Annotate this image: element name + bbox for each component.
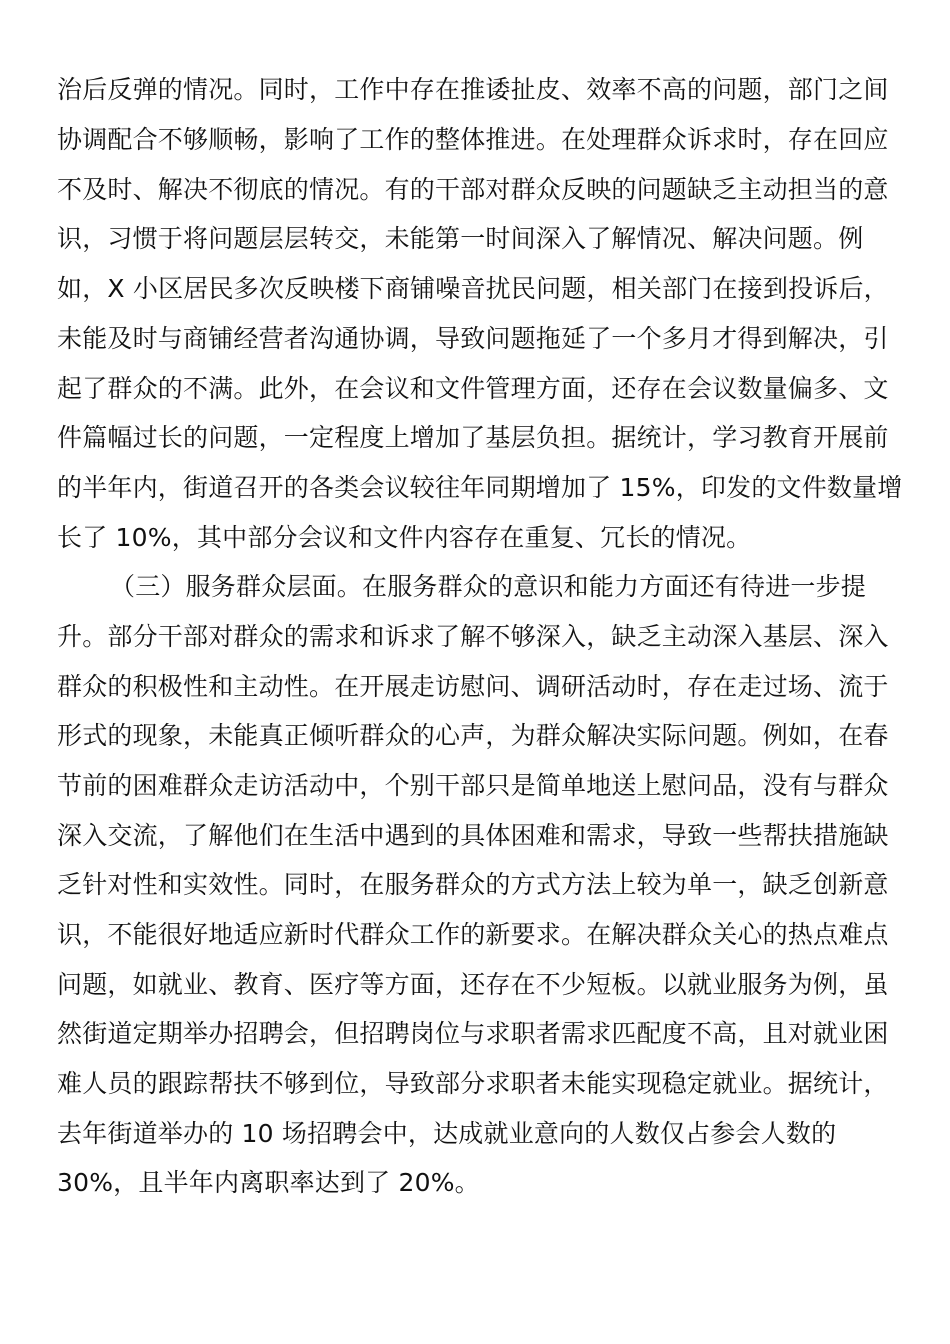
text-line: 形式的现象，未能真正倾听群众的心声，为群众解决实际问题。例如，在春 (57, 721, 889, 750)
text-line: 的半年内，街道召开的各类会议较往年同期增加了 15%，印发的文件数量增 (57, 473, 903, 502)
text-line: 起了群众的不满。此外，在会议和文件管理方面，还存在会议数量偏多、文 (57, 374, 889, 403)
text-line: 问题，如就业、教育、医疗等方面，还存在不少短板。以就业服务为例，虽 (57, 970, 889, 999)
text-line: 件篇幅过长的问题，一定程度上增加了基层负担。据统计，学习教育开展前 (57, 423, 889, 452)
text-line: 30%，且半年内离职率达到了 20%。 (57, 1168, 480, 1197)
text-line: 治后反弹的情况。同时，工作中存在推诿扯皮、效率不高的问题，部门之间 (57, 75, 889, 104)
text-line: 不及时、解决不彻底的情况。有的干部对群众反映的问题缺乏主动担当的意 (57, 175, 889, 204)
section-heading-line: （三）服务群众层面。在服务群众的意识和能力方面还有待进一步提 (110, 572, 867, 601)
text-line: 如，X 小区居民多次反映楼下商铺噪音扰民问题，相关部门在接到投诉后， (57, 274, 889, 303)
text-line: 深入交流，了解他们在生活中遇到的具体困难和需求，导致一些帮扶措施缺 (57, 821, 889, 850)
text-line: 群众的积极性和主动性。在开展走访慰问、调研活动时，存在走过场、流于 (57, 672, 889, 701)
text-line: 节前的困难群众走访活动中，个别干部只是简单地送上慰问品，没有与群众 (57, 771, 889, 800)
text-line: 去年街道举办的 10 场招聘会中，达成就业意向的人数仅占参会人数的 (57, 1119, 837, 1148)
text-line: 难人员的跟踪帮扶不够到位，导致部分求职者未能实现稳定就业。据统计， (57, 1069, 889, 1098)
text-line: 乏针对性和实效性。同时，在服务群众的方式方法上较为单一，缺乏创新意 (57, 870, 889, 899)
text-line: 然街道定期举办招聘会，但招聘岗位与求职者需求匹配度不高，且对就业困 (57, 1019, 889, 1048)
text-line: 协调配合不够顺畅，影响了工作的整体推进。在处理群众诉求时，存在回应 (57, 125, 889, 154)
text-line: 长了 10%，其中部分会议和文件内容存在重复、冗长的情况。 (57, 523, 752, 552)
text-line: 升。部分干部对群众的需求和诉求了解不够深入，缺乏主动深入基层、深入 (57, 622, 889, 651)
text-line: 识，习惯于将问题层层转交，未能第一时间深入了解情况、解决问题。例 (57, 224, 864, 253)
text-line: 识，不能很好地适应新时代群众工作的新要求。在解决群众关心的热点难点 (57, 920, 889, 949)
text-line: 未能及时与商铺经营者沟通协调，导致问题拖延了一个多月才得到解决，引 (57, 324, 889, 353)
